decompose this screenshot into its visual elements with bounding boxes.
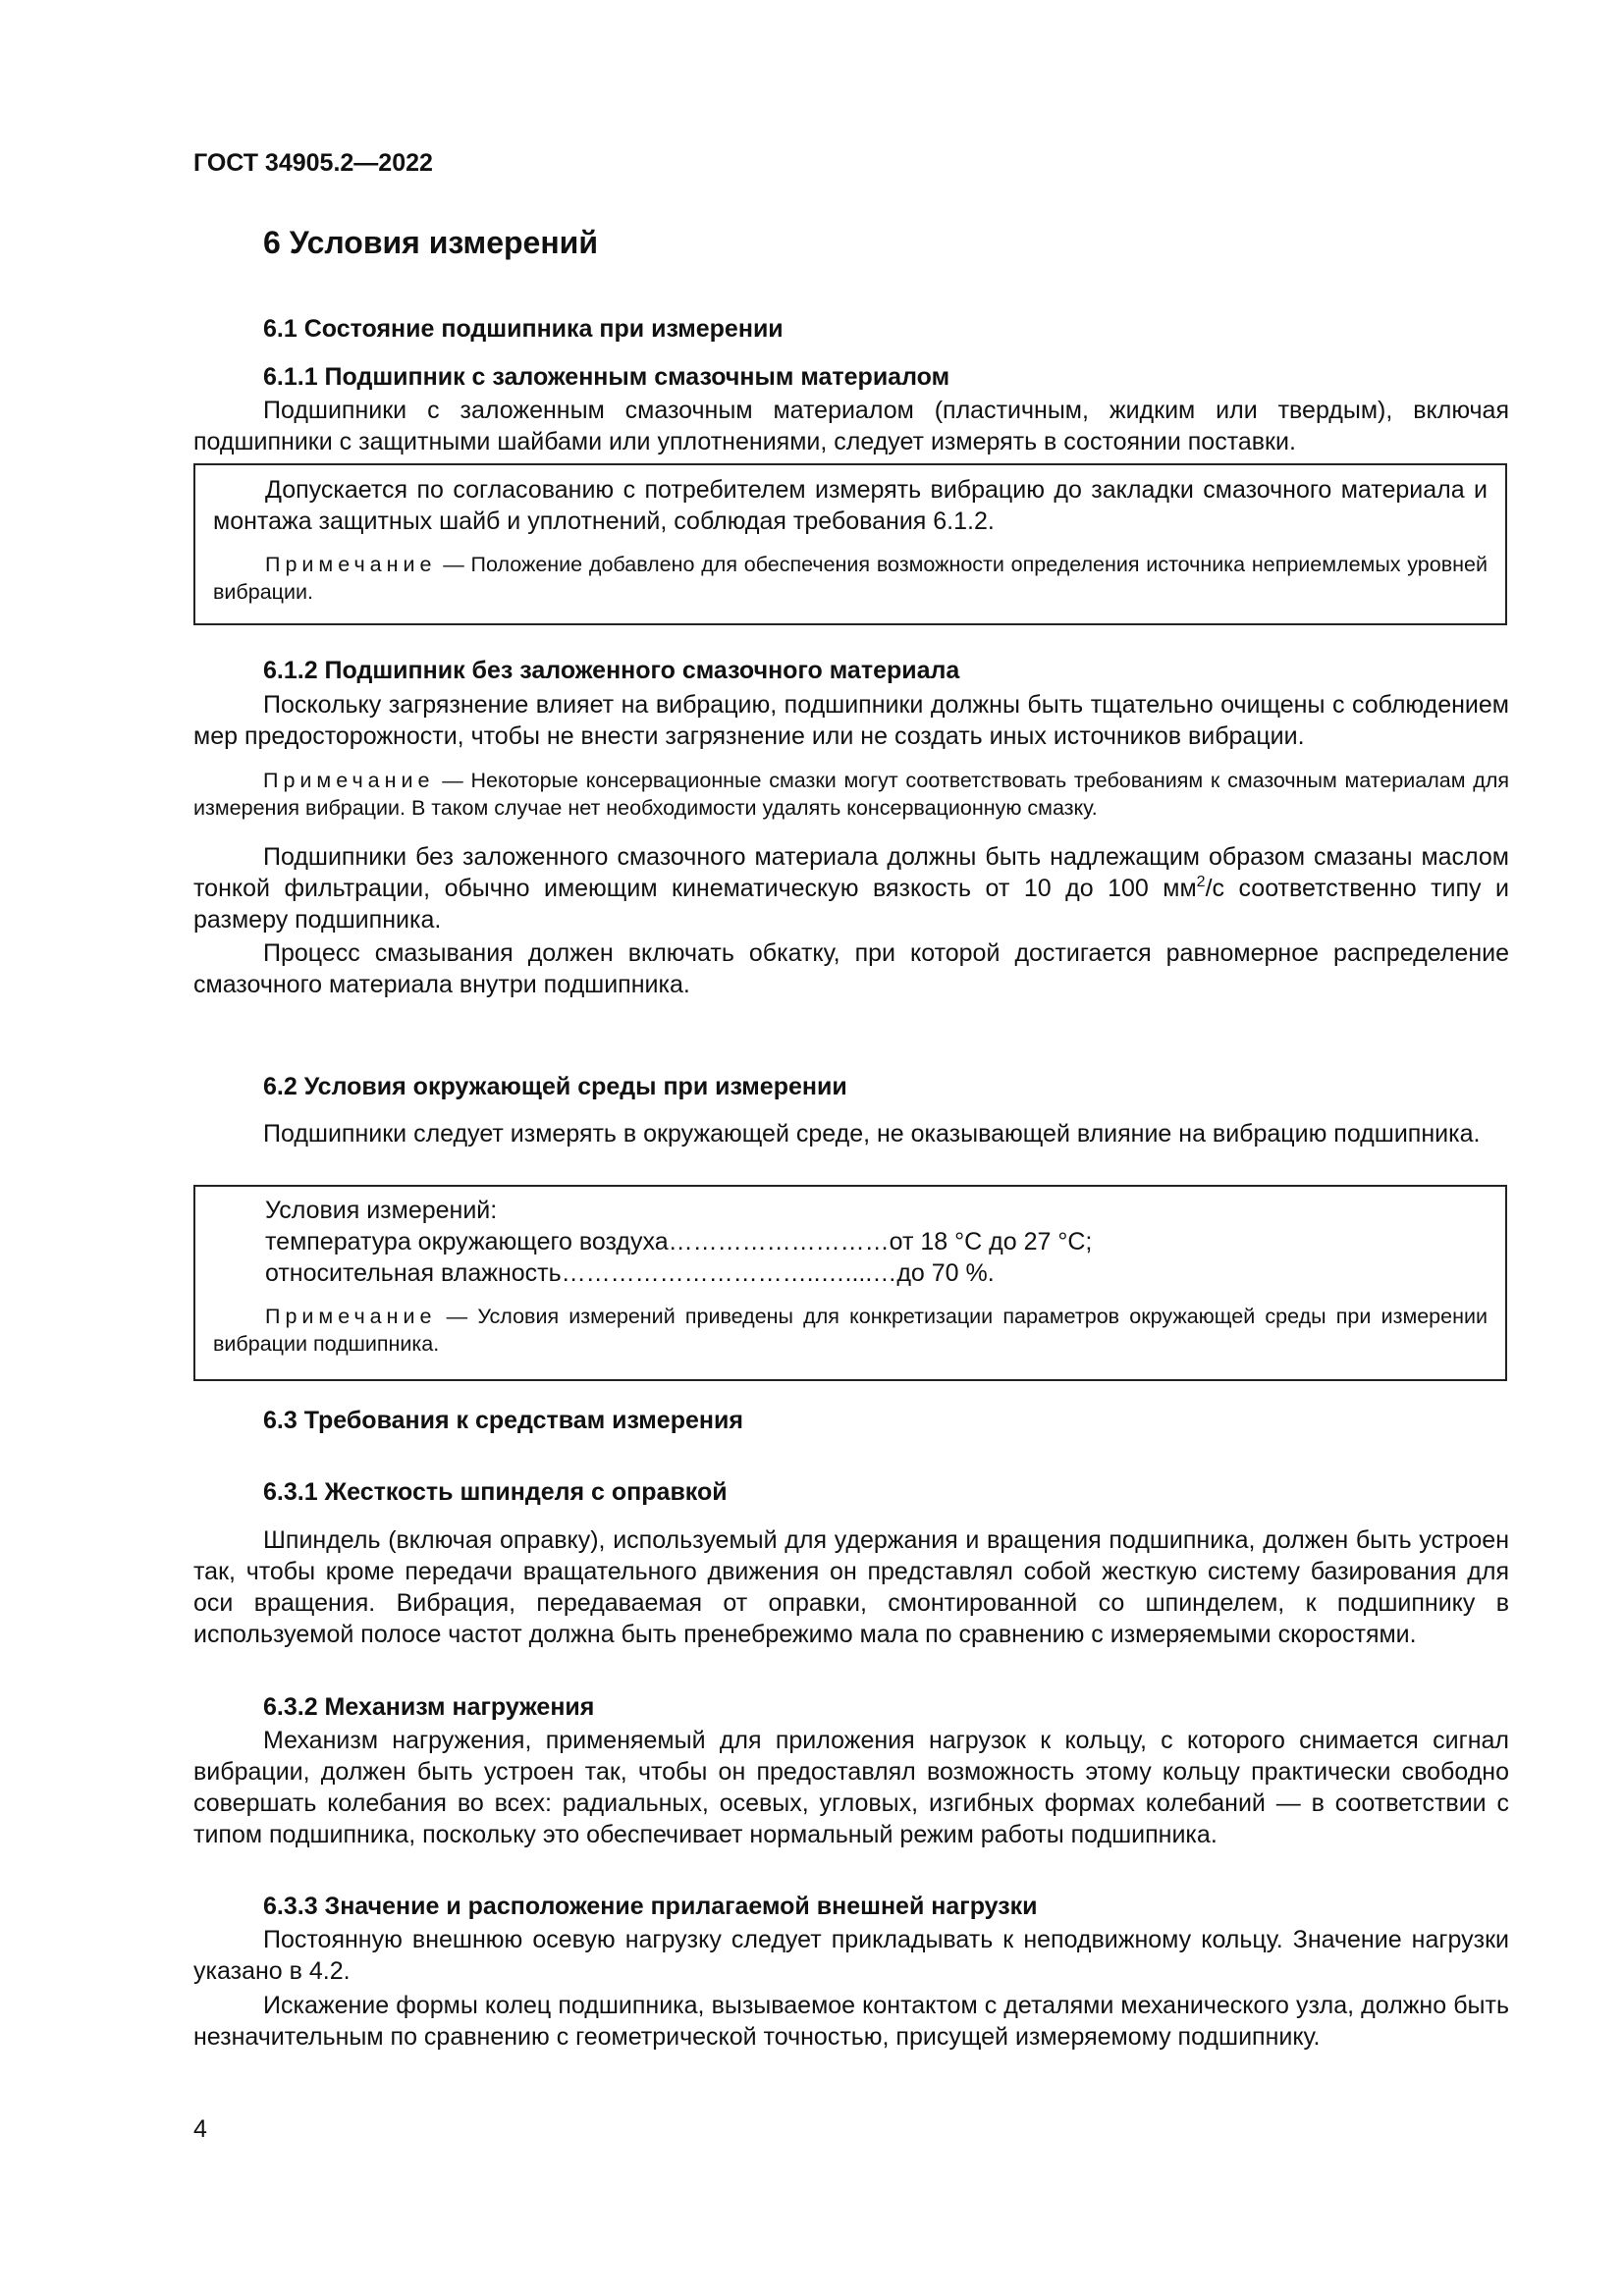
section-6-1-1-title: 6.1.1 Подшипник с заложенным смазочным материалом — [263, 363, 950, 391]
section-6-2-body — [193, 1118, 1509, 1149]
section-6-3-3-body — [193, 1924, 1509, 2053]
section-6-3-title: 6.3 Требования к средствам измерения — [263, 1407, 743, 1434]
note-text: — Некоторые консервационные смазки могут соответствовать требованиям к смазочным материалам для измерения вибрации. В таком случае нет необходимости удалять консервационную смазку. — [193, 769, 1509, 820]
section-6-1-2-body — [193, 689, 1509, 1000]
page-number: 4 — [193, 2115, 207, 2143]
paragraph: Шпиндель (включая оправку), используемый для удержания и вращения подшипника, должен быть устроен так, чтобы кроме передачи вращательного движения он представлял собой жесткую систему базирования для оси вращения. Вибрация, передаваемая от оправки, смонтированной со шпинделем, к подшипнику в используемой полосе частот должна быть пренебрежимо мала по сравнению с измеряемыми скоростями. — [193, 1526, 1509, 1648]
section-6-3-3-title: 6.3.3 Значение и расположение прилагаемой внешней нагрузки — [263, 1893, 1038, 1920]
section-6-title: 6 Условия измерений — [263, 225, 598, 260]
leader-dots: ……………………… — [668, 1228, 890, 1255]
section-6-2-title: 6.2 Условия окружающей среды при измерении — [263, 1073, 847, 1100]
note-label: Примечание — [265, 553, 437, 576]
paragraph: Подшипники следует измерять в окружающей среде, не оказывающей влияние на вибрацию подшипника. — [263, 1120, 1481, 1148]
text-run: Подшипники без заложенного смазочного материала должны быть надлежащим образом смазаны маслом тонкой фильтрации, обычно имеющим кинематическую вязкость от 10 до 100 мм — [193, 843, 1509, 902]
document-id: ГОСТ 34905.2—2022 — [193, 149, 433, 177]
note — [213, 551, 1488, 606]
temperature-row — [213, 1226, 1488, 1257]
paragraph: Процесс смазывания должен включать обкатку, при которой достигается равномерное распределение смазочного материала внутри подшипника. — [193, 939, 1509, 998]
paragraph: Поскольку загрязнение влияет на вибрацию, подшипники должны быть тщательно очищены с соблюдением мер предосторожности, чтобы не внести загрязнение или не создать иных источников вибрации. — [193, 691, 1509, 750]
note-label: Примечание — [263, 769, 435, 792]
section-6-1-1-body — [193, 395, 1509, 457]
leader-dots: …………………………..…....… — [561, 1259, 897, 1287]
amendment-text: Допускается по согласованию с потребителем измерять вибрацию до закладки смазочного материала и монтажа защитных шайб и уплотнений, соблюдая требования 6.1.2. — [213, 476, 1488, 535]
paragraph: Подшипники с заложенным смазочным материалом (пластичным, жидким или твердым), включая подшипники с защитными шайбами или уплотнениями, следует измерять в состоянии поставки. — [193, 397, 1509, 455]
note — [193, 767, 1509, 822]
note-text: — Положение добавлено для обеспечения возможности определения источника неприемлемых уровней вибрации. — [213, 553, 1488, 604]
paragraph: Искажение формы колец подшипника, вызываемое контактом с деталями механического узла, должно быть незначительным по сравнению с геометрической точностью, присущей измеряемому подшипнику. — [193, 1992, 1509, 2051]
paragraph: Механизм нагружения, применяемый для приложения нагрузок к кольцу, с которого снимается сигнал вибрации, должен быть устроен так, чтобы он предоставлял возможность этому кольцу практически свободно совершать колебания во всех: радиальных, осевых, угловых, изгибных формах колебаний — в соответствии с типом подшипника, поскольку это обеспечивает нормальный режим работы подшипника. — [193, 1727, 1509, 1848]
section-6-1-2-title: 6.1.2 Подшипник без заложенного смазочного материала — [263, 657, 960, 684]
superscript: 2 — [1196, 874, 1206, 890]
temperature-value: от 18 °С до 27 °С; — [889, 1228, 1093, 1255]
conditions-heading: Условия измерений: — [265, 1197, 498, 1224]
amendment-box-2 — [193, 1185, 1507, 1381]
humidity-row — [213, 1257, 1488, 1289]
note-label: Примечание — [265, 1305, 437, 1328]
note — [213, 1303, 1488, 1358]
section-6-3-2-title: 6.3.2 Механизм нагружения — [263, 1693, 595, 1721]
humidity-label: относительная влажность — [265, 1259, 562, 1287]
section-6-3-1-body — [193, 1524, 1509, 1650]
paragraph: Постоянную внешнюю осевую нагрузку следует прикладывать к неподвижному кольцу. Значение нагрузки указано в 4.2. — [193, 1926, 1509, 1985]
note-text: — Условия измерений приведены для конкретизации параметров окружающей среды при измерении вибрации подшипника. — [213, 1305, 1488, 1356]
humidity-value: до 70 %. — [896, 1259, 995, 1287]
section-6-3-2-body — [193, 1725, 1509, 1850]
section-6-3-1-title: 6.3.1 Жесткость шпинделя с оправкой — [263, 1478, 728, 1506]
paragraph — [193, 841, 1509, 935]
section-6-1-title: 6.1 Состояние подшипника при измерении — [263, 315, 784, 343]
text-run: /с соответственно типу и размеру подшипника. — [193, 875, 1509, 934]
temperature-label: температура окружающего воздуха — [265, 1228, 669, 1255]
amendment-box-1 — [193, 463, 1507, 625]
